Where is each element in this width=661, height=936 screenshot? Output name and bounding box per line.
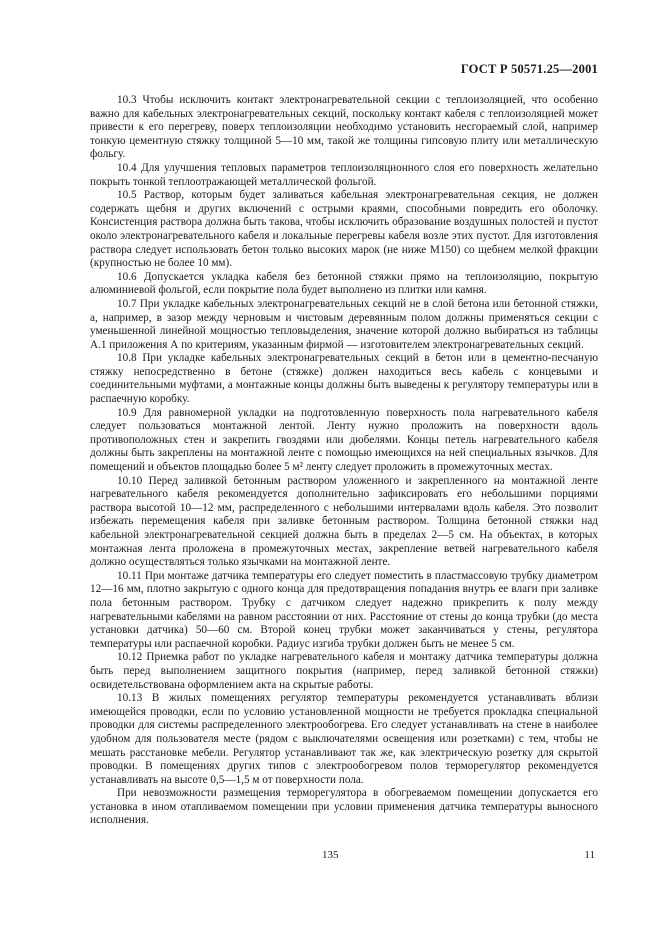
paragraph-10-4: 10.4 Для улучшения тепловых параметров теплоизоляционного слоя его поверхность желательно покрыть тонкой теплоотражающей металлической фольгой. [90, 161, 598, 188]
paragraph-10-10: 10.10 Перед заливкой бетонным раствором уложенного и закрепленного на монтажной ленте нагревательного кабеля рекомендуется дополнительно зафиксировать его небольшими порциями раствора высотой 10—12 мм, распределенного с небольшими интервалами вдоль кабеля. Это позволит избежать перемещения кабеля при заливке бетонным раствором. Толщина бетонной стяжки над кабельной электронагревательной секцией должна быть в пределах 2—5 см. На объектах, в которых монтажная лента проложена в промежуточных местах, закрепление ветвей нагревательного кабеля должно осуществляться только язычками на монтажной ленте. [90, 474, 598, 569]
paragraph-10-11: 10.11 При монтаже датчика температуры его следует поместить в пластмассовую трубку диаметром 12—16 мм, плотно закрытую с одного конца для предотвращения попадания внутрь ее влаги при заливке пола бетонным раствором. Трубку с датчиком следует надежно прикрепить к полу между нагревательными кабелями на равном расстоянии от них. Расстояние от стены до конца трубки (до места установки датчика) 50—60 см. Второй конец трубки может заканчиваться у стены, регулятора температуры или распаечной коробки. Радиус изгиба трубки должен быть не менее 5 см. [90, 569, 598, 650]
paragraph-10-13: 10.13 В жилых помещениях регулятор температуры рекомендуется устанавливать вблизи имеющейся проводки, если по условию установленной мощности не требуется прокладка специальной проводки для системы распределенного электрообогрева. Его следует устанавливать на стене в наиболее удобном для пользователя месте (рядом с выключателями освещения или розетками) с тем, чтобы не мешать расстановке мебели. Регулятор устанавливают так же, как электрическую розетку для скрытой проводки. В помещениях других типов с электрообогревом полов терморегулятор рекомендуется устанавливать на высоте 0,5—1,5 м от поверхности пола. [90, 692, 598, 786]
paragraph-10-6: 10.6 Допускается укладка кабеля без бетонной стяжки прямо на теплоизоляцию, покрытую алюминиевой фольгой, если покрытие пола будет выполнено из плитки или камня. [90, 270, 598, 297]
paragraph-10-8: 10.8 При укладке кабельных электронагревательных секций в бетон или в цементно-песчаную стяжку непосредственно в бетоне (стяжке) должен находиться весь кабель с концевыми и соединительными муфтами, а монтажные концы должны быть выведены к регулятору температуры или в распаечную коробку. [90, 352, 598, 406]
paragraph-10-9: 10.9 Для равномерной укладки на подготовленную поверхность пола нагревательного кабеля следует пользоваться монтажной лентой. Ленту нужно проложить на поверхности вдоль противоположных стен и закрепить гвоздями или дюбелями. Концы петель нагревательного кабеля должны быть закреплены на монтажной ленте с помощью имеющихся на ней специальных язычков. Для помещений и объектов площадью более 5 м² ленту следует проложить в промежуточных местах. [90, 406, 598, 474]
paragraph-10-3: 10.3 Чтобы исключить контакт электронагревательной секции с теплоизоляцией, что особенно важно для кабельных электронагревательных секций, поскольку контакт кабеля с теплоизоляцией может привести к его перегреву, поверх теплоизоляции необходимо установить несгораемый слой, например тонкую цементную стяжку толщиной 5—10 мм, такой же толщины гипсовую плиту или металлическую фольгу. [90, 94, 598, 161]
paragraph-10-12: 10.12 Приемка работ по укладке нагревательного кабеля и монтажу датчика температуры должна быть перед выполнением защитного покрытия (например, перед заливкой бетонной стяжки) освидетельствована оформлением акта на скрытые работы. [90, 651, 598, 691]
document-body [90, 94, 598, 828]
paragraph-10-5: 10.5 Раствор, которым будет заливаться кабельная электронагревательная секция, не должен содержать щебня и других включений с острыми краями, способными повредить его оболочку. Консистенция раствора должна быть такова, чтобы исключить образование воздушных полостей и пустот около электронагревательного кабеля и локальные перегревы кабеля возле этих пустот. Для изготовления раствора следует использовать бетон только высоких марок (не ниже М150) со щебнем мелкой фракции (крупностью не более 10 мм). [90, 189, 598, 270]
paragraph-closing-note: При невозможности размещения терморегулятора в обогреваемом помещении допускается его установка в ином отапливаемом помещении при условии применения датчика температуры выносного исполнения. [90, 787, 598, 827]
paragraph-10-7: 10.7 При укладке кабельных электронагревательных секций не в слой бетона или бетонной стяжки, а, например, в зазор между черновым и чистовым деревянным полом должны применяться секции с уменьшенной линейной мощностью тепловыделения, значение которой должно выбираться из таблицы А.1 приложения А по критериям, указанным фирмой — изготовителем электронагревательных секций. [90, 297, 598, 351]
document-code-header: ГОСТ Р 50571.25—2001 [460, 62, 598, 76]
page-number: 135 [322, 849, 339, 861]
sheet-number: 11 [584, 849, 595, 861]
